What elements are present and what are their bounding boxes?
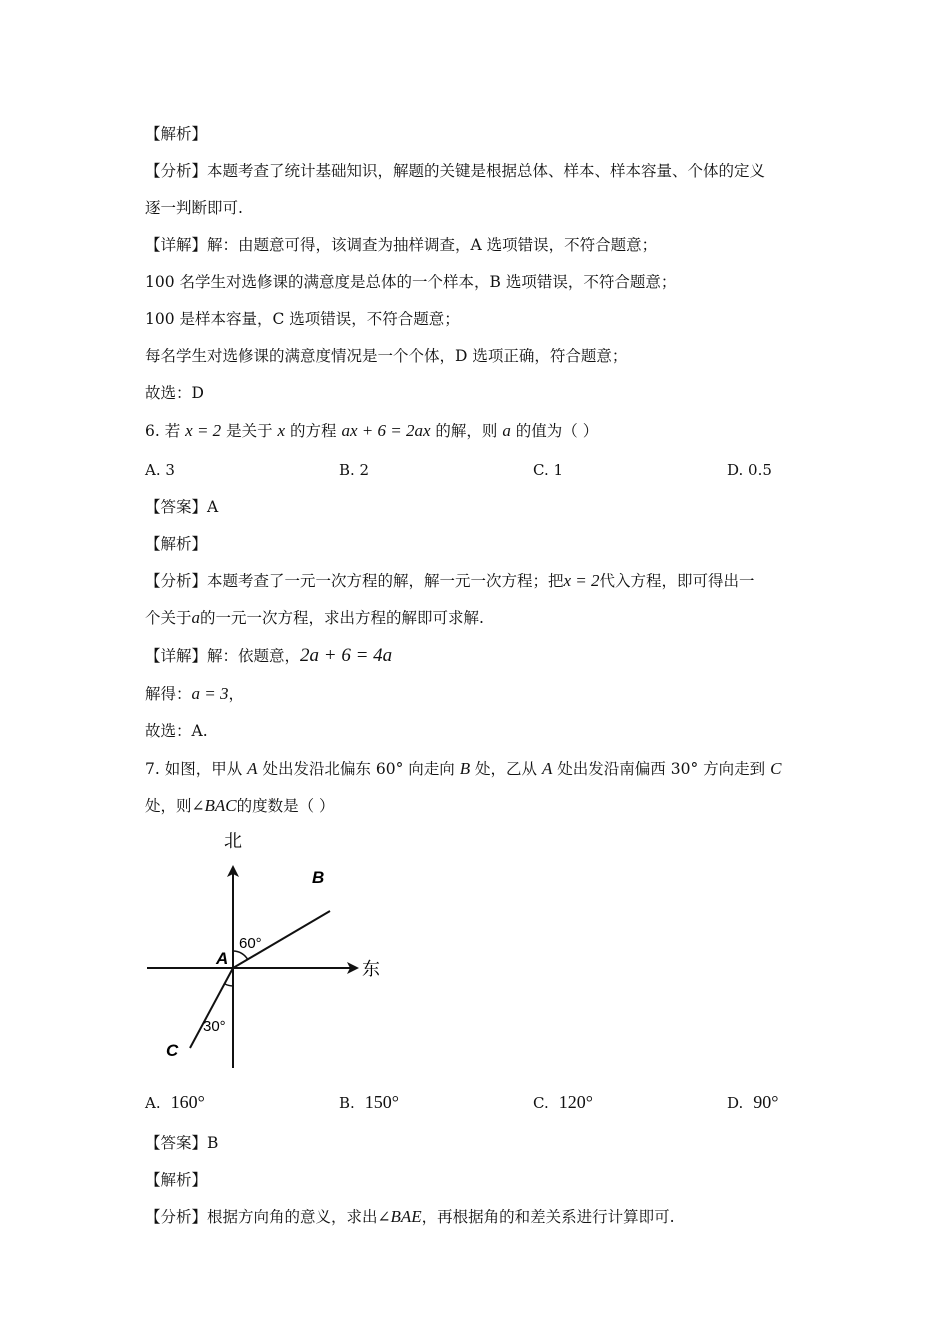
label-east: 东: [362, 959, 380, 979]
q6-option-d: D. 0.5: [727, 461, 772, 479]
q7-option-letter: B.: [339, 1094, 355, 1112]
q6-stem-part: 的值为（ ）: [510, 422, 599, 440]
q6-equation: ax + 6 = 2ax: [341, 421, 431, 440]
q6-stem-part: 的解，则: [430, 422, 503, 440]
q7-option-d: [727, 1092, 778, 1113]
q5-detail-line: 【详解】解：由题意可得，该调查为抽样调查，A 选项错误，不符合题意；: [145, 236, 658, 254]
q6-choice: 故选：A.: [145, 722, 208, 740]
q5-analysis-header: 【解析】: [145, 125, 208, 143]
q6-stem-part: 6. 若: [145, 422, 186, 440]
q7-stem-text: 7. 如图，甲从: [145, 760, 248, 778]
q6-detail-line: [145, 646, 392, 666]
q7-point-a: A: [541, 759, 553, 778]
q7-option-letter: A.: [145, 1094, 161, 1112]
q7-option-letter: C.: [533, 1094, 549, 1112]
q6-option-a: A. 3: [145, 461, 175, 479]
q6-analysis-text: 【分析】本题考查了一元一次方程的解，解一元一次方程；把: [145, 572, 564, 590]
q7-option-value: 150°: [364, 1092, 399, 1112]
q6-analysis-header: 【解析】: [145, 535, 208, 553]
q7-option-value: 120°: [558, 1092, 593, 1112]
q6-stem: [145, 421, 598, 441]
label-point-b: B: [312, 868, 325, 887]
q6-analysis-text: 的一元一次方程，求出方程的解即可求解.: [200, 609, 484, 627]
q5-analysis-line1: 【分析】本题考查了统计基础知识，解题的关键是根据总体、样本、样本容量、个体的定义: [145, 162, 766, 180]
q7-analysis-line: [145, 1207, 675, 1227]
q6-answer: 【答案】A: [145, 498, 219, 516]
q5-option-c-line: 100 是样本容量，C 选项错误，不符合题意；: [145, 310, 460, 328]
q7-angle: BAC: [204, 796, 237, 815]
q7-point-b: B: [459, 759, 471, 778]
q7-stem-text: 处出发沿北偏东 60° 向走向: [257, 760, 460, 778]
label-north: 北: [224, 831, 242, 851]
q5-choice: 故选：D: [145, 384, 204, 402]
q5-option-d-line: 每名学生对选修课的满意度情况是一个个体，D 选项正确，符合题意；: [145, 347, 628, 365]
q6-solve-text: ，: [228, 685, 245, 703]
q7-analysis-header: 【解析】: [145, 1171, 208, 1189]
q6-option-b: B. 2: [339, 461, 370, 479]
q6-detail-equation: 2a + 6 = 4a: [300, 645, 393, 666]
label-angle-30: 30°: [203, 1018, 226, 1035]
q6-analysis-var: a: [191, 608, 201, 627]
q6-stem-part: 是关于: [221, 422, 278, 440]
q7-option-value: 90°: [753, 1092, 779, 1112]
q7-option-letter: D.: [727, 1094, 744, 1112]
q6-analysis-equation: x = 2: [563, 571, 600, 590]
q6-solve-text: 解得：: [145, 685, 192, 703]
q6-solve-line: [145, 684, 244, 704]
angle-arc-60: [233, 951, 248, 960]
q7-analysis-text: 【分析】根据方向角的意义，求出∠: [145, 1208, 391, 1226]
q7-stem-line2: [145, 796, 335, 816]
q7-answer: 【答案】B: [145, 1134, 219, 1152]
q6-analysis-text: 个关于: [145, 609, 192, 627]
q6-detail-text: 【详解】解：依题意，: [145, 647, 301, 665]
q6-analysis-line1: [145, 571, 755, 591]
q6-analysis-text: 代入方程，即可得出一: [599, 572, 755, 590]
q7-option-a: [145, 1092, 205, 1113]
label-angle-60: 60°: [239, 935, 262, 952]
q6-equation-x: x = 2: [185, 421, 222, 440]
q7-analysis-text: ，再根据角的和差关系进行计算即可.: [421, 1208, 675, 1226]
ray-ac: [190, 968, 233, 1048]
q7-option-b: [339, 1092, 399, 1113]
q7-option-c: [533, 1092, 593, 1113]
q7-stem-text: 处出发沿南偏西 30° 方向走到: [552, 760, 771, 778]
q7-analysis-angle: BAE: [390, 1207, 422, 1226]
q7-stem-text: 的度数是（ ）: [236, 797, 335, 815]
q7-stem-line1: [145, 759, 781, 779]
q5-option-b-line: 100 名学生对选修课的满意度是总体的一个样本，B 选项错误，不符合题意；: [145, 273, 677, 291]
q6-var-x: x: [277, 421, 286, 440]
q6-solve-equation: a = 3: [191, 684, 229, 703]
q6-var-a: a: [502, 421, 511, 440]
q6-option-c: C. 1: [533, 461, 564, 479]
q7-stem-text: 处，则∠: [145, 797, 205, 815]
label-point-c: C: [166, 1041, 179, 1060]
q6-analysis-line2: [145, 608, 484, 628]
q6-stem-part: 的方程: [285, 422, 342, 440]
q7-option-value: 160°: [170, 1092, 205, 1112]
q7-figure: [140, 825, 400, 1075]
q5-analysis-line2: 逐一判断即可.: [145, 199, 243, 217]
label-point-a: A: [216, 949, 229, 968]
angle-arc-30: [225, 984, 233, 986]
q7-point-a: A: [247, 759, 258, 778]
q7-point-c: C: [770, 759, 782, 778]
q7-stem-text: 处，乙从: [470, 760, 542, 778]
